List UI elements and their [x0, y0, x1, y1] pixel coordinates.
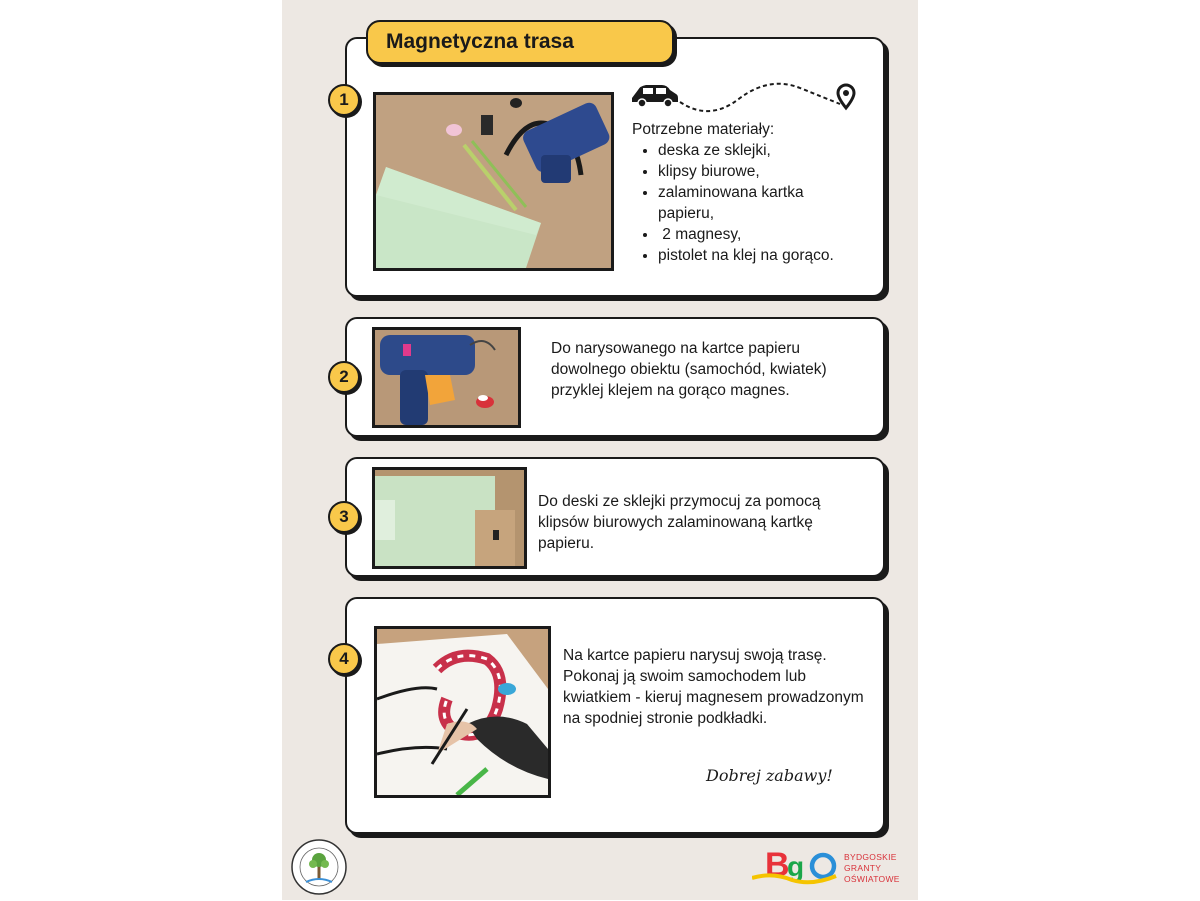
- step-4-number: 4: [328, 643, 360, 675]
- location-pin-icon: [838, 85, 854, 108]
- material-item: • zalaminowana kartka papieru,: [658, 182, 828, 224]
- svg-text:B: B: [765, 846, 790, 884]
- school-emblem-icon: [290, 838, 348, 896]
- step-1-photo: [373, 92, 614, 271]
- closing-signature: Dobrej zabawy!: [706, 766, 833, 785]
- step-3-photo: [372, 467, 527, 569]
- svg-text:g: g: [787, 851, 805, 882]
- bgo-logo-text: BYDGOSKIE GRANTY OŚWIATOWE: [844, 852, 900, 884]
- material-item: • pistolet na klej na gorąco.: [658, 245, 872, 266]
- bgo-logo: [752, 842, 902, 888]
- step-2-number: 2: [328, 361, 360, 393]
- material-item: • klipsy biurowe,: [658, 161, 872, 182]
- material-item: • deska ze sklejki,: [658, 140, 872, 161]
- step-3-number: 3: [328, 501, 360, 533]
- step-3-text: Do deski ze sklejki przymocuj za pomocą klipsów biurowych zalaminowaną kartkę papieru.: [538, 493, 821, 552]
- step-2-text: Do narysowanego na kartce papieru dowolnego obiektu (samochód, kwiatek) przyklej klejem na gorąco magnes.: [551, 340, 827, 399]
- car-icon: [632, 85, 678, 107]
- step-4-photo: [374, 626, 551, 798]
- step-1-number: 1: [328, 84, 360, 116]
- route-graphic: [630, 78, 858, 114]
- step-1-materials: [632, 119, 872, 266]
- materials-heading: Potrzebne materiały:: [632, 121, 775, 138]
- step-2-photo: [372, 327, 521, 428]
- material-item: • 2 magnesy,: [658, 224, 872, 245]
- page-title: Magnetyczna trasa: [366, 20, 674, 64]
- step-4-text: Na kartce papieru narysuj swoją trasę. Pokonaj ją swoim samochodem lub kwiatkiem - kieruj magnesem prowadzonym na spodniej stronie podkładki.: [563, 647, 864, 727]
